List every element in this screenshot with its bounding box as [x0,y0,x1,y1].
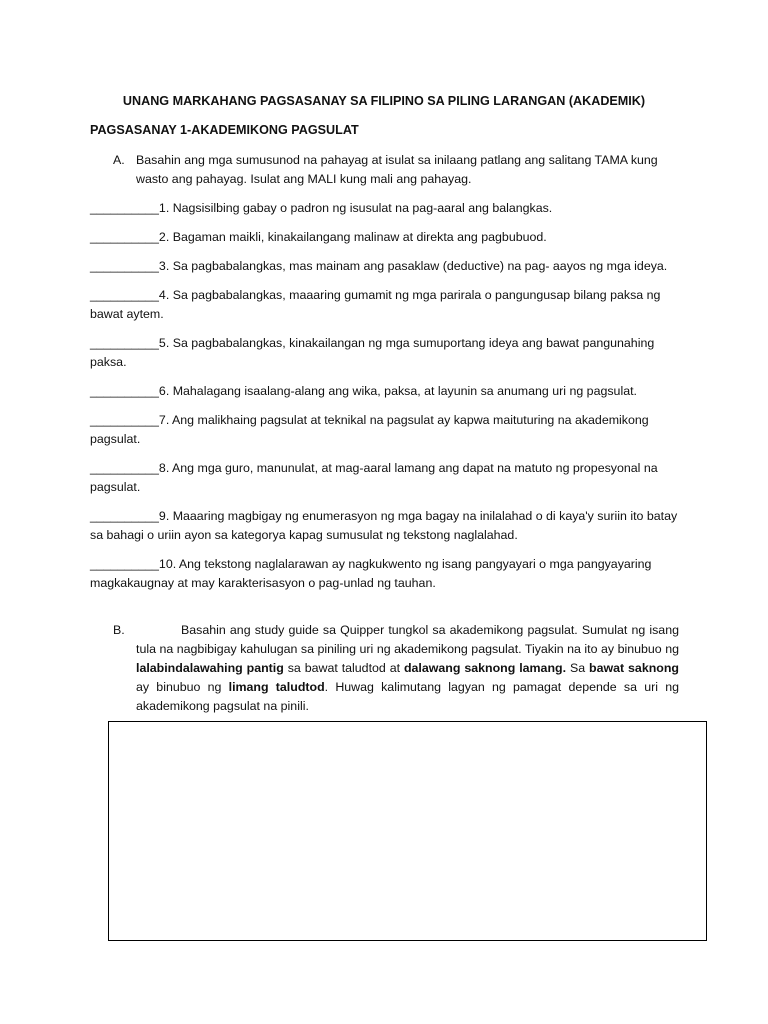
item-6 [90,382,680,401]
instruction-text: Basahin ang study guide sa Quipper tungkol sa akademikong pagsulat. Sumulat ng isang tula na nagbibigay kahulugan sa piniling uri ng akademikong pagsulat. Tiyakin na ito ay binubuo ng [136,623,679,656]
section-a-letter: A. [113,153,125,167]
true-false-items [90,199,680,603]
item-2 [90,228,680,247]
item-1 [90,199,680,218]
emphasis-lines: limang taludtod [228,680,325,694]
section-a [113,151,673,189]
section-b-instructions [136,621,679,716]
item-text: 6. Mahalagang isaalang-alang ang wika, paksa, at layunin sa anumang uri ng pagsulat. [158,384,637,398]
poem-answer-box[interactable] [108,721,707,941]
emphasis-stanzas: dalawang saknong lamang. [403,661,567,675]
item-text: 3. Sa pagbabalangkas, mas mainam ang pasaklaw (deductive) na pag- aayos ng mga ideya. [158,259,668,273]
answer-blank[interactable]: __________ [90,413,159,427]
answer-blank[interactable]: __________ [90,384,159,398]
section-b-letter: B. [113,623,125,637]
answer-blank[interactable]: __________ [90,336,159,350]
item-text: 7. Ang malikhaing pagsulat at teknikal na pagsulat ay kapwa maituturing na akademikong pagsulat. [90,413,649,446]
answer-blank[interactable]: __________ [90,259,159,273]
item-9 [90,507,680,545]
emphasis-syllables: lalabindalawahing pantig [136,661,284,675]
instruction-text: sa bawat taludtod at [283,661,404,675]
item-3 [90,257,680,276]
answer-blank[interactable]: __________ [90,509,159,523]
answer-blank[interactable]: __________ [90,288,159,302]
item-text: 9. Maaaring magbigay ng enumerasyon ng mga bagay na inilalahad o di kaya'y suriin ito batay sa bahagi o uriin ayon sa kategorya kapag sumusulat ng tekstong naglalahad. [90,509,678,542]
section-b [113,621,679,716]
page-title: UNANG MARKAHANG PAGSASANAY SA FILIPINO SA PILING LARANGAN (AKADEMIK) [122,94,646,108]
item-10 [90,555,680,593]
item-7 [90,411,680,449]
answer-blank[interactable]: __________ [90,230,159,244]
item-text: 2. Bagaman maikli, kinakailangang malinaw at direkta ang pagbubuod. [158,230,547,244]
emphasis-each-stanza: bawat saknong [589,661,679,675]
item-text: 8. Ang mga guro, manunulat, at mag-aaral lamang ang dapat na matuto ng propesyonal na pagsulat. [90,461,658,494]
item-text: 1. Nagsisilbing gabay o padron ng isusulat na pag-aaral ang balangkas. [158,201,553,215]
item-8 [90,459,680,497]
item-text: 10. Ang tekstong naglalarawan ay nagkukwento ng isang pangyayari o mga pangyayaring magkakaugnay at may karakterisasyon o pag-unlad ng tauhan. [90,557,652,590]
item-5 [90,334,680,372]
section-a-instructions: Basahin ang mga sumusunod na pahayag at isulat sa inilaang patlang ang salitang TAMA kung wasto ang pahayag. Isulat ang MALI kung mali ang pahayag. [136,153,658,186]
item-4 [90,286,680,324]
item-text: 4. Sa pagbabalangkas, maaaring gumamit ng mga parirala o pangungusap bilang paksa ng bawat aytem. [90,288,661,321]
exercise-subtitle: PAGSASANAY 1-AKADEMIKONG PAGSULAT [90,123,359,137]
answer-blank[interactable]: __________ [90,461,159,475]
instruction-text: Sa [566,661,590,675]
instruction-text: . Huwag kalimutang lagyan ng pamagat depende sa uri ng akademikong pagsulat na pinili. [136,680,679,713]
item-text: 5. Sa pagbabalangkas, kinakailangan ng mga sumuportang ideya ang bawat pangunahing paksa. [90,336,655,369]
answer-blank[interactable]: __________ [90,557,159,571]
instruction-text: ay binubuo ng [136,680,229,694]
answer-blank[interactable]: __________ [90,201,159,215]
